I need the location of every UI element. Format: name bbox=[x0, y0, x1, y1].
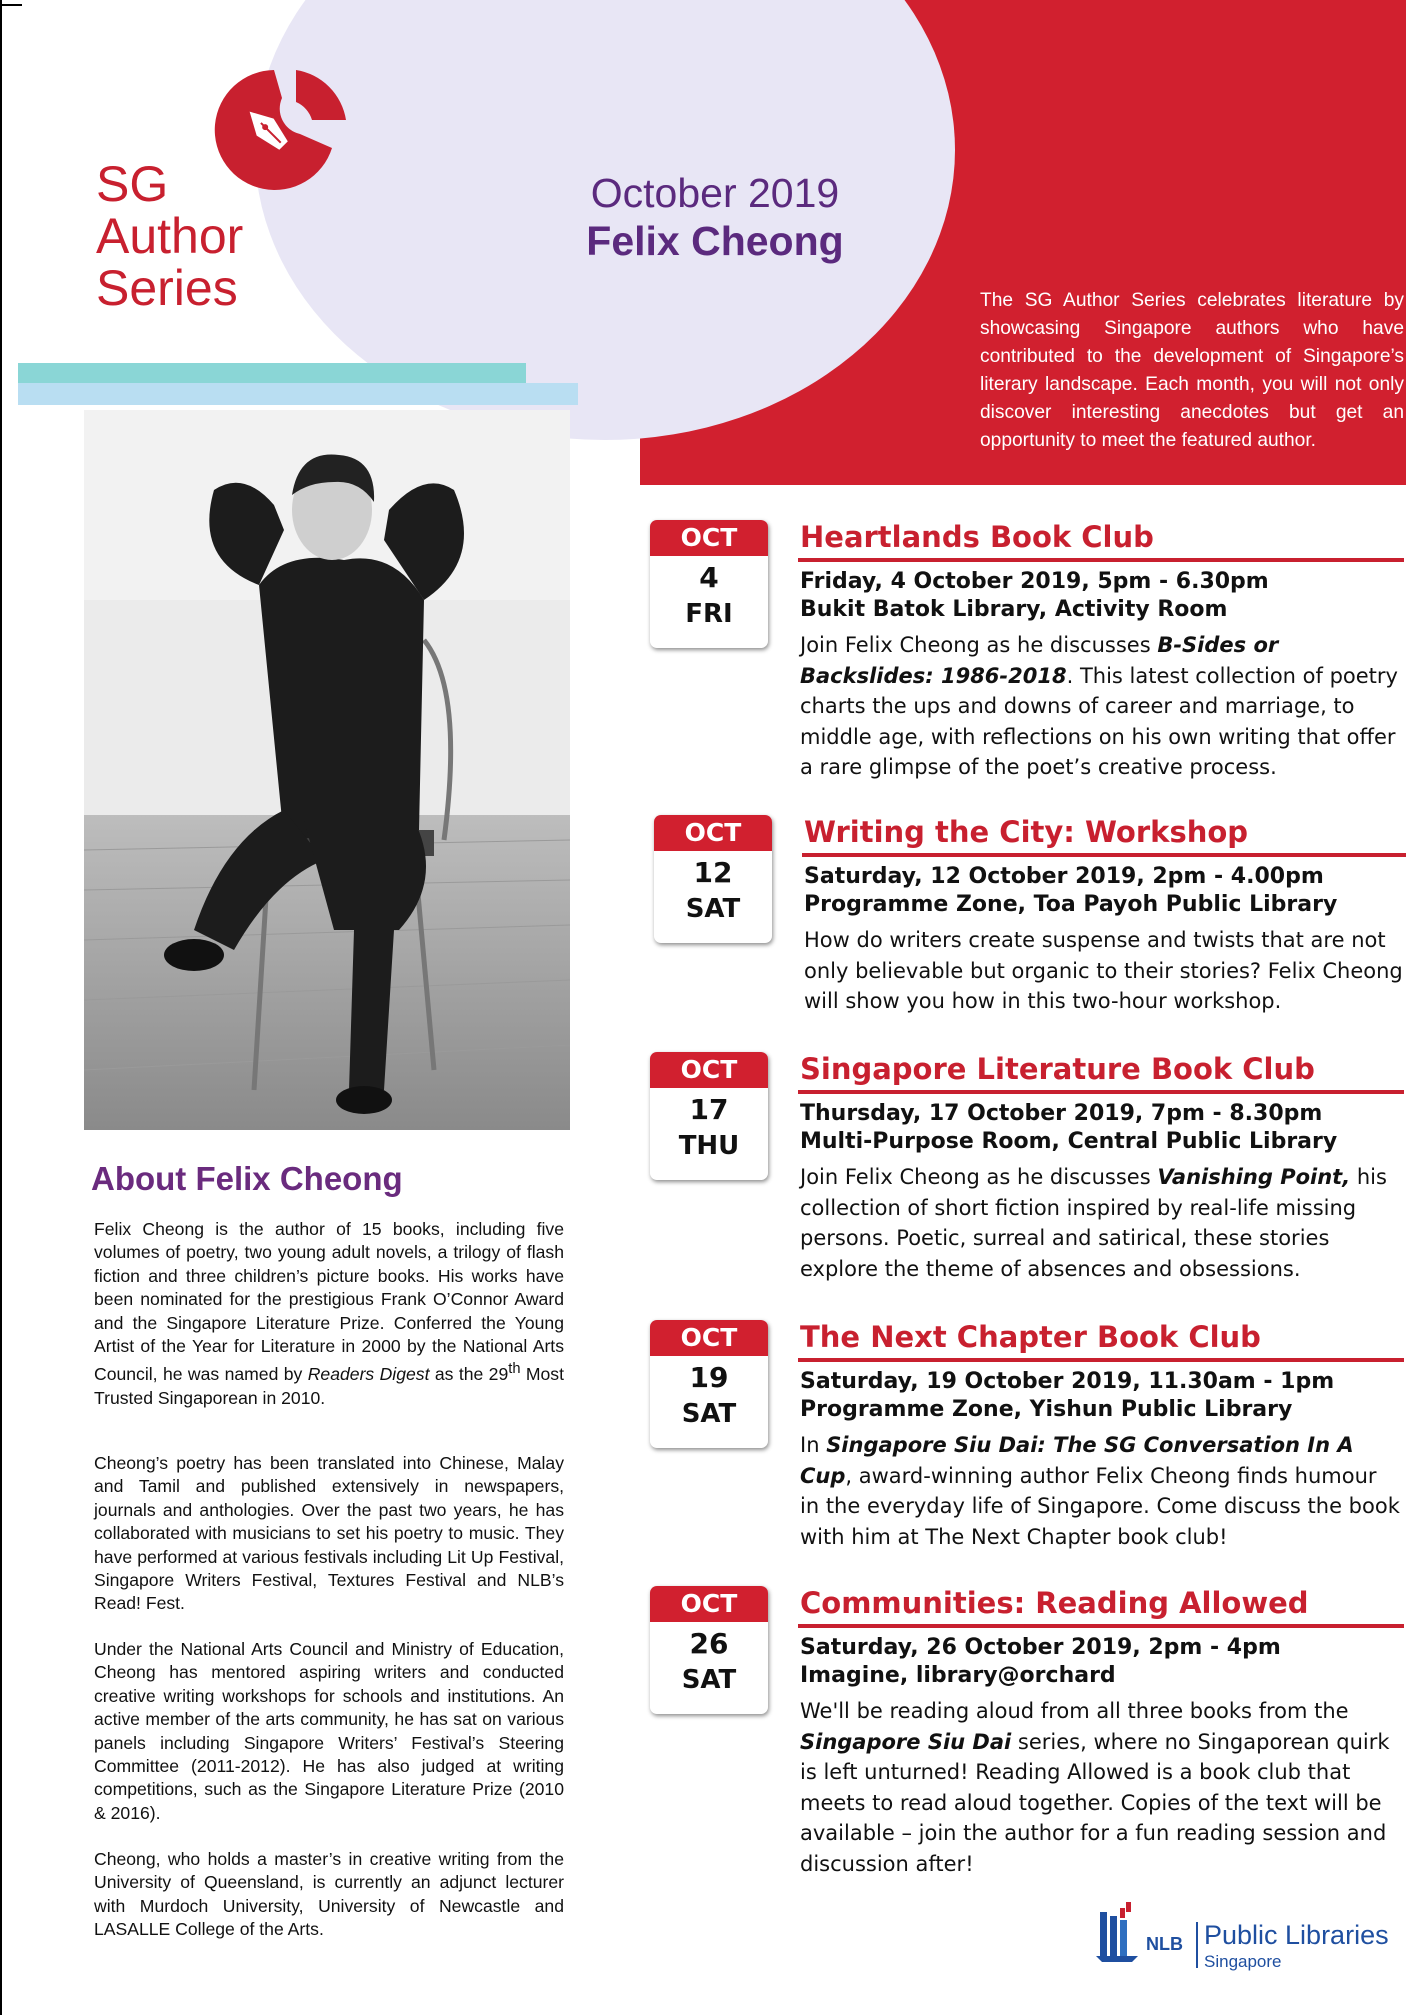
event-desc-book: Vanishing Point, bbox=[1157, 1165, 1351, 1189]
singapore-label: Singapore bbox=[1204, 1952, 1282, 1971]
badge-day: 4 bbox=[699, 561, 719, 594]
about-p1-text: Felix Cheong is the author of 15 books, including five volumes of poetry, two young adult novels, a trilogy of flash fiction and three children’s picture books. His works have been nominated for the prestigious Frank O’Connor Award and the Singapore Literature Prize. Conferred the Young Artist of the Year for Literature in 2000 by the National Arts Council, he was named by bbox=[94, 1219, 564, 1385]
event-title-rule bbox=[798, 1624, 1404, 1628]
event-description bbox=[800, 1162, 1400, 1284]
logo-line-2: Author bbox=[96, 208, 244, 264]
badge-day: 19 bbox=[689, 1361, 729, 1394]
event-desc-text: In bbox=[800, 1433, 827, 1457]
about-heading: About Felix Cheong bbox=[91, 1160, 403, 1197]
event-description bbox=[800, 630, 1400, 783]
badge-month: OCT bbox=[654, 815, 772, 851]
about-p1-italic: Readers Digest bbox=[307, 1364, 430, 1385]
event-title-rule bbox=[802, 853, 1406, 857]
event-desc-book: Singapore Siu Dai bbox=[800, 1729, 1012, 1754]
event-title-rule bbox=[798, 1090, 1404, 1094]
nlb-acronym: NLB bbox=[1146, 1934, 1183, 1954]
badge-month: OCT bbox=[650, 520, 768, 556]
event-date: Thursday, 17 October 2019, 7pm - 8.30pm bbox=[800, 1101, 1323, 1126]
event-date: Saturday, 26 October 2019, 2pm - 4pm bbox=[800, 1635, 1281, 1660]
event-description bbox=[804, 925, 1404, 1017]
pen-nib-icon bbox=[212, 70, 346, 190]
badge-month: OCT bbox=[650, 1320, 768, 1356]
badge-weekday: THU bbox=[678, 1131, 740, 1161]
event-title-rule bbox=[798, 558, 1404, 562]
event-title: Writing the City: Workshop bbox=[804, 815, 1249, 849]
event-date: Saturday, 12 October 2019, 2pm - 4.00pm bbox=[804, 864, 1324, 889]
event-title: Singapore Literature Book Club bbox=[800, 1052, 1315, 1086]
event-description bbox=[800, 1696, 1400, 1879]
header-light-blue-stripe bbox=[18, 383, 578, 405]
event-desc-book: B-Sides or Backslides: 1986-2018 bbox=[800, 633, 1279, 688]
badge-month: OCT bbox=[650, 1586, 768, 1622]
author-portrait-image bbox=[84, 410, 570, 1130]
about-p1-text-b: as the 29 bbox=[429, 1364, 509, 1385]
badge-month: OCT bbox=[650, 1052, 768, 1088]
event-desc-text-b: his collection of short fiction inspired by real-life missing persons. Poetic, surreal and satirical, these stories explore the theme of absences and obsessions. bbox=[800, 1165, 1387, 1281]
header-teal-stripe bbox=[18, 363, 526, 383]
date-badge bbox=[650, 1586, 768, 1714]
event-date: Friday, 4 October 2019, 5pm - 6.30pm bbox=[800, 569, 1269, 594]
event-desc-book: Singapore Siu Dai: The SG Conversation In A Cup bbox=[800, 1433, 1354, 1488]
event-venue: Programme Zone, Toa Payoh Public Library bbox=[804, 892, 1338, 917]
badge-weekday: FRI bbox=[685, 599, 733, 629]
event-venue: Programme Zone, Yishun Public Library bbox=[800, 1397, 1293, 1422]
badge-weekday: SAT bbox=[685, 894, 741, 924]
logo-line-3: Series bbox=[96, 260, 238, 316]
nlb-divider bbox=[1196, 1922, 1198, 1968]
event-venue: Bukit Batok Library, Activity Room bbox=[800, 597, 1228, 622]
public-libraries-label: Public Libraries bbox=[1204, 1920, 1389, 1950]
nlb-public-libraries-logo[interactable] bbox=[1092, 1902, 1392, 1972]
date-badge bbox=[650, 1052, 768, 1180]
logo-line-1: SG bbox=[96, 156, 169, 212]
about-paragraph-3: Under the National Arts Council and Ministry of Education, Cheong has mentored aspiring writers and conducted creative writing workshops for schools and institutions. An active member of the arts community, he has sat on various panels including Singapore Writers’ Festival’s Steering Committee (2011-2012). He has also judged at writing competitions, such as the Singapore Literature Prize (2010 & 2016). bbox=[94, 1639, 564, 1823]
event-title: The Next Chapter Book Club bbox=[800, 1320, 1261, 1354]
about-paragraph-4: Cheong, who holds a master’s in creative writing from the University of Queensland, is currently an adjunct lecturer with Murdoch University, University of Newcastle and LASALLE College of the Arts. bbox=[94, 1849, 564, 1940]
series-intro-text: The SG Author Series celebrates literature by showcasing Singapore authors who have contributed to the development of Singapore’s literary landscape. Each month, you will not only discover interesting anecdotes but get an opportunity to meet the featured author. bbox=[980, 290, 1404, 451]
event-venue: Imagine, library@orchard bbox=[800, 1663, 1116, 1688]
about-p1-sup: th bbox=[508, 1361, 521, 1378]
about-paragraph-2: Cheong’s poetry has been translated into Chinese, Malay and Tamil and published extensively in newspapers, journals and anthologies. Over the past two years, he has collaborated with musicians to set his poetry to music. They have performed at various festivals including Lit Up Festival, Singapore Writers Festival, Textures Festival and NLB’s Read! Fest. bbox=[94, 1453, 564, 1614]
event-title-rule bbox=[798, 1358, 1404, 1362]
corner-crop-mark bbox=[0, 0, 22, 6]
nlb-book-icon bbox=[1092, 1902, 1144, 1964]
author-photo bbox=[84, 410, 570, 1130]
header-author-name: Felix Cheong bbox=[586, 218, 844, 264]
event-venue: Multi-Purpose Room, Central Public Library bbox=[800, 1129, 1338, 1154]
about-paragraph-1 bbox=[94, 1218, 564, 1410]
event-desc-text: We'll be reading aloud from all three books from the bbox=[800, 1699, 1349, 1723]
event-desc-text: Join Felix Cheong as he discusses bbox=[800, 633, 1158, 657]
badge-day: 12 bbox=[693, 856, 733, 889]
date-badge bbox=[650, 1320, 768, 1448]
event-desc-text-b: , award-winning author Felix Cheong finds humour in the everyday life of Singapore. Come discuss the book with him at The Next Chapter book club! bbox=[800, 1463, 1400, 1549]
event-desc-text-b: . This latest collection of poetry charts the ups and downs of career and marriage, to middle age, with reflections on his own writing that offer a rare glimpse of the poet’s creative process. bbox=[800, 663, 1398, 779]
about-p1-text-c: Most Trusted Singaporean in 2010. bbox=[94, 1364, 564, 1408]
event-desc-text: How do writers create suspense and twists that are not only believable but organic to their stories? Felix Cheong will show you how in this two-hour workshop. bbox=[804, 928, 1403, 1013]
badge-weekday: SAT bbox=[681, 1665, 737, 1695]
header-month: October 2019 bbox=[590, 170, 840, 216]
page-edge-line bbox=[0, 0, 2, 2015]
event-title: Communities: Reading Allowed bbox=[800, 1586, 1309, 1620]
date-badge bbox=[650, 520, 768, 648]
date-badge bbox=[654, 815, 772, 943]
badge-day: 17 bbox=[689, 1093, 729, 1126]
event-title: Heartlands Book Club bbox=[800, 520, 1154, 554]
event-date: Saturday, 19 October 2019, 11.30am - 1pm bbox=[800, 1369, 1335, 1394]
event-desc-text-b: series, where no Singaporean quirk is left unturned! Reading Allowed is a book club that meets to read aloud together. Copies of the text will be available – join the author for a fun reading session and discussion after! bbox=[800, 1729, 1390, 1876]
event-description bbox=[800, 1430, 1400, 1552]
badge-day: 26 bbox=[689, 1627, 729, 1660]
event-desc-text: Join Felix Cheong as he discusses bbox=[800, 1165, 1158, 1189]
badge-weekday: SAT bbox=[681, 1399, 737, 1429]
